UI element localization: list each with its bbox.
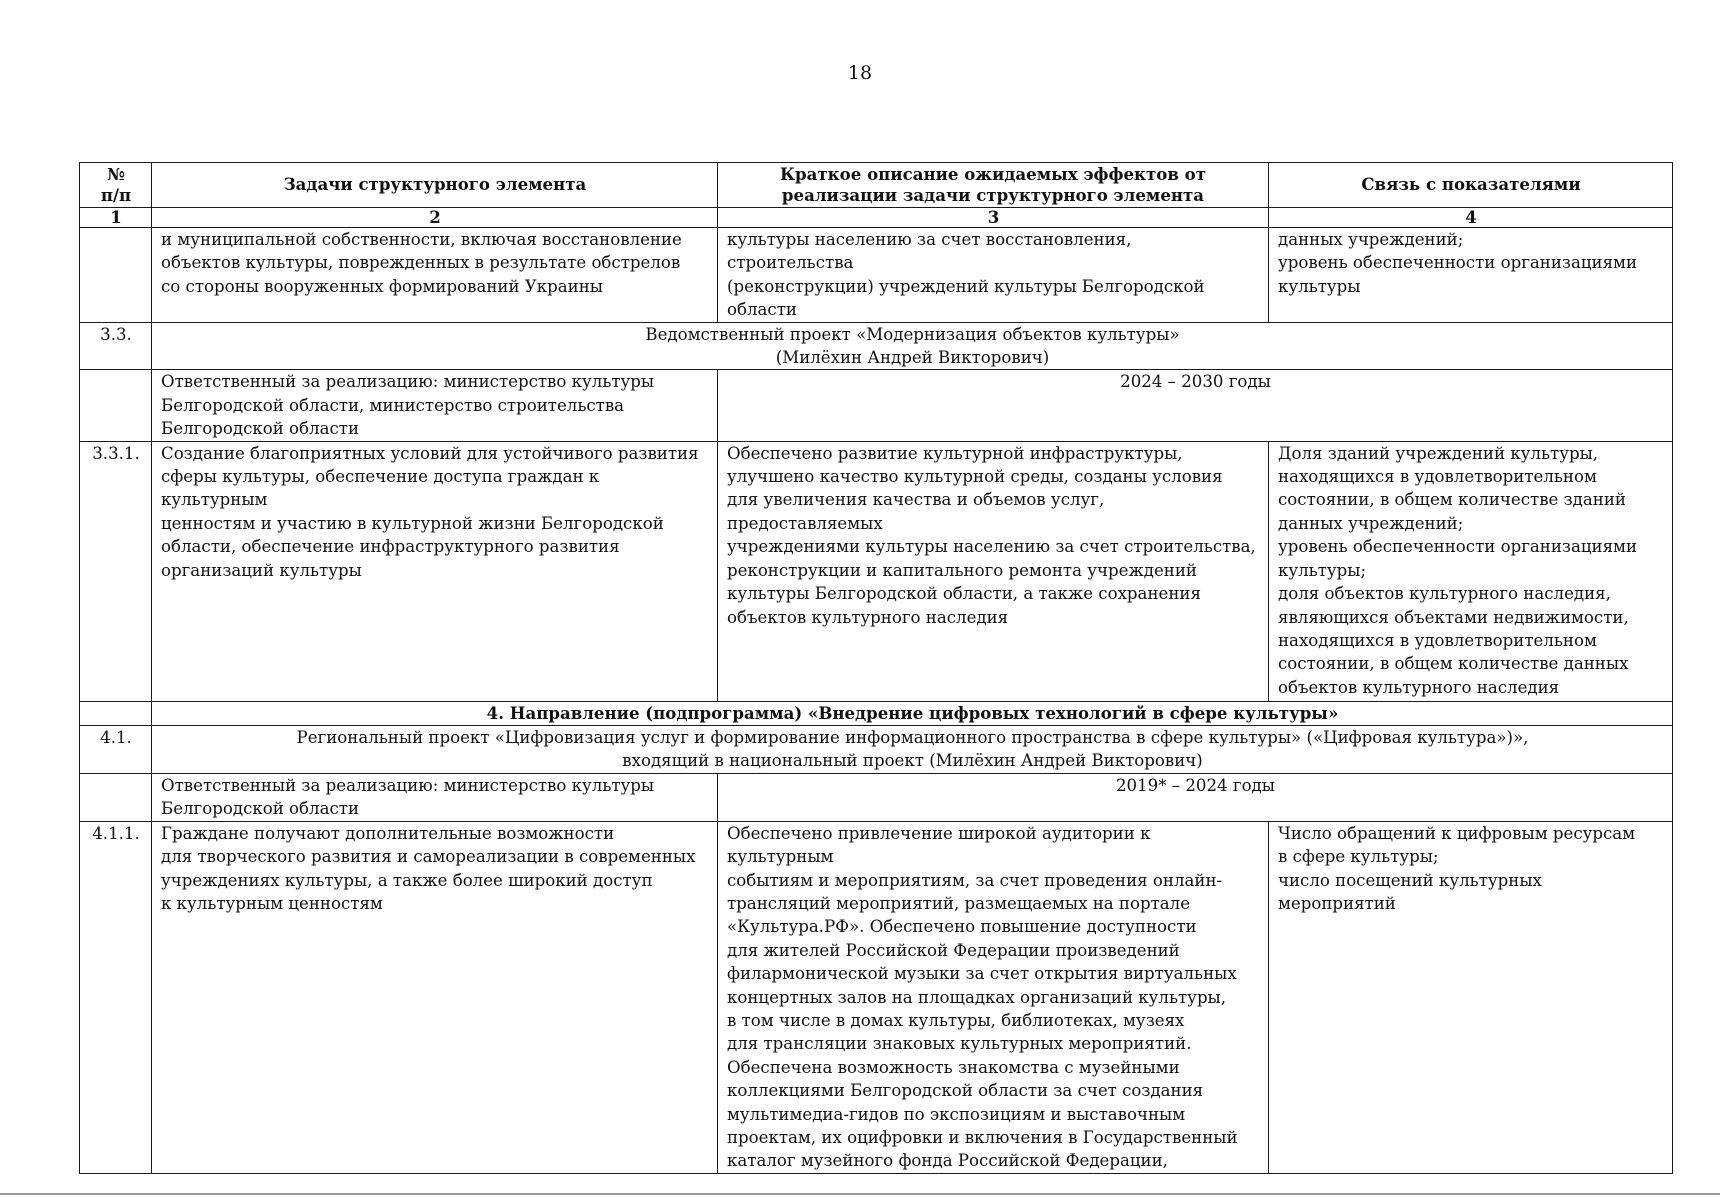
row-number bbox=[80, 370, 152, 441]
header-tasks: Задачи структурного элемента bbox=[152, 163, 718, 208]
row-number: 4.1.1. bbox=[80, 821, 152, 1173]
direction-row-4 bbox=[80, 701, 1673, 725]
indicators-cell: данных учреждений; уровень обеспеченности организациями культуры bbox=[1269, 228, 1673, 323]
direction-title: 4. Направление (подпрограмма) «Внедрение цифровых технологий в сфере культуры» bbox=[152, 701, 1673, 725]
responsible-cell: Ответственный за реализацию: министерство культуры Белгородской области bbox=[152, 773, 718, 821]
continuation-row bbox=[80, 228, 1673, 323]
effect-cell: культуры населению за счет восстановления, строительства (реконструкции) учреждений культуры Белгородской области bbox=[718, 228, 1269, 323]
header-row bbox=[80, 163, 1673, 208]
column-number-row bbox=[80, 208, 1673, 228]
column-number-1: 1 bbox=[80, 208, 152, 228]
table-row-3-3-1 bbox=[80, 441, 1673, 701]
task-cell: и муниципальной собственности, включая восстановление объектов культуры, поврежденных в результате обстрелов со стороны вооруженных формирований Украины bbox=[152, 228, 718, 323]
header-num: № п/п bbox=[80, 163, 152, 208]
responsible-row-3-3 bbox=[80, 370, 1673, 441]
program-structure-table bbox=[79, 162, 1673, 1174]
effect-cell: Обеспечено развитие культурной инфраструктуры, улучшено качество культурной среды, созданы условия для увеличения качества и объемов услуг, предоставляемых учреждениями культуры населению за счет строительства, реконструкции и капитального ремонта учреждений культуры Белгородской области, а также сохранения объектов культурного наследия bbox=[718, 441, 1269, 701]
row-number: 4.1. bbox=[80, 726, 152, 774]
row-number bbox=[80, 773, 152, 821]
column-number-3: 3 bbox=[718, 208, 1269, 228]
table-row-4-1-1 bbox=[80, 821, 1673, 1173]
task-cell: Создание благоприятных условий для устойчивого развития сферы культуры, обеспечение доступа граждан к культурным ценностям и участию в культурной жизни Белгородской области, обеспечение инфраструктурного развития организаций культуры bbox=[152, 441, 718, 701]
project-row-4-1 bbox=[80, 726, 1673, 774]
project-row-3-3 bbox=[80, 322, 1673, 370]
header-indicators: Связь с показателями bbox=[1269, 163, 1673, 208]
project-title: Региональный проект «Цифровизация услуг и формирование информационного пространства в сфере культуры» («Цифровая культура»)», входящий в национальный проект (Милёхин Андрей Викторович) bbox=[152, 726, 1673, 774]
task-cell: Граждане получают дополнительные возможности для творческого развития и самореализации в современных учреждениях культуры, а также более широкий доступ к культурным ценностям bbox=[152, 821, 718, 1173]
row-number bbox=[80, 701, 152, 725]
header-effects: Краткое описание ожидаемых эффектов от реализации задачи структурного элемента bbox=[718, 163, 1269, 208]
column-number-2: 2 bbox=[152, 208, 718, 228]
period-cell: 2024 – 2030 годы bbox=[718, 370, 1673, 441]
project-title: Ведомственный проект «Модернизация объектов культуры» (Милёхин Андрей Викторович) bbox=[152, 322, 1673, 370]
indicators-cell: Число обращений к цифровым ресурсам в сфере культуры; число посещений культурных мероприятий bbox=[1269, 821, 1673, 1173]
row-number bbox=[80, 228, 152, 323]
scan-edge-line bbox=[0, 1193, 1720, 1195]
page-number: 18 bbox=[847, 62, 873, 84]
period-cell: 2019* – 2024 годы bbox=[718, 773, 1673, 821]
column-number-4: 4 bbox=[1269, 208, 1673, 228]
row-number: 3.3.1. bbox=[80, 441, 152, 701]
responsible-cell: Ответственный за реализацию: министерство культуры Белгородской области, министерство строительства Белгородской области bbox=[152, 370, 718, 441]
indicators-cell: Доля зданий учреждений культуры, находящихся в удовлетворительном состоянии, в общем количестве зданий данных учреждений; уровень обеспеченности организациями культуры; доля объектов культурного наследия, являющихся объектами недвижимости, находящихся в удовлетворительном состоянии, в общем количестве данных объектов культурного наследия bbox=[1269, 441, 1673, 701]
effect-cell: Обеспечено привлечение широкой аудитории к культурным событиям и мероприятиям, за счет проведения онлайн- трансляций мероприятий, размещаемых на портале «Культура.РФ». Обеспечено повышение доступности для жителей Российской Федерации произведений филармонической музыки за счет открытия виртуальных концертных залов на площадках организаций культуры, в том числе в домах культуры, библиотеках, музеях для трансляции знаковых культурных мероприятий. Обеспечена возможность знакомства с музейными коллекциями Белгородской области за счет создания мультимедиа-гидов по экспозициям и выставочным проектам, их оцифровки и включения в Государственный каталог музейного фонда Российской Федерации, bbox=[718, 821, 1269, 1173]
row-number: 3.3. bbox=[80, 322, 152, 370]
responsible-row-4-1 bbox=[80, 773, 1673, 821]
